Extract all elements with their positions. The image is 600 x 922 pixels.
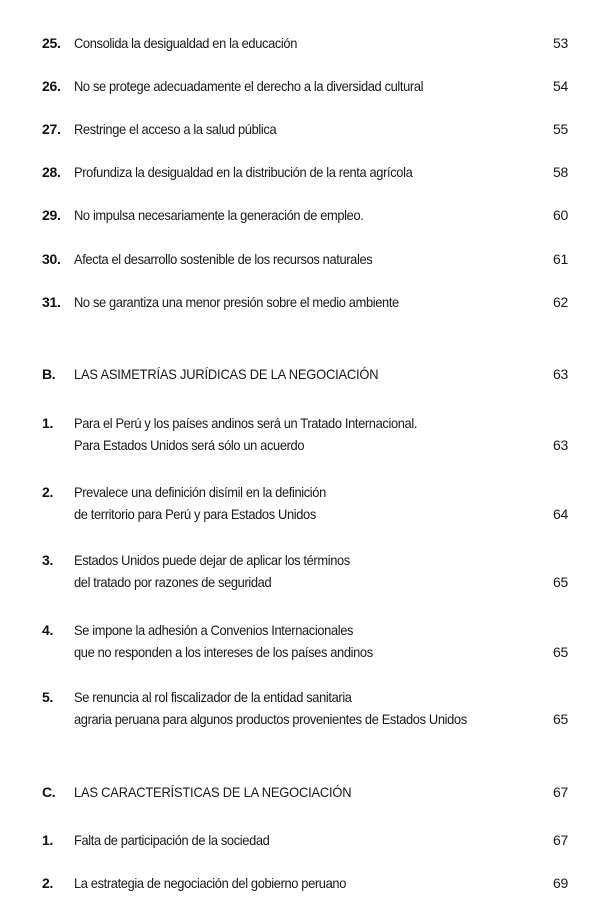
toc-entry-title: Consolida la desigualdad en la educación	[74, 35, 298, 51]
toc-entry-title: La estrategia de negociación del gobierno peruano	[74, 875, 346, 891]
toc-entry-page: 65	[553, 711, 568, 727]
toc-entry-title: Se impone la adhesión a Convenios Internacionales que no responden a los intereses de los países andinos	[74, 622, 373, 660]
toc-entry-title: No se protege adecuadamente el derecho a la diversidad cultural	[74, 78, 424, 94]
toc-entry-page: 54	[553, 78, 568, 94]
toc-entry-number: 5.	[42, 689, 54, 705]
toc-entry-number: 4.	[42, 622, 54, 638]
toc-entry-page: 65	[553, 644, 568, 660]
toc-section-title: LAS CARACTERÍSTICAS DE LA NEGOCIACIÓN	[74, 784, 352, 800]
toc-entry-page: 61	[553, 251, 568, 267]
toc-entry-number: 27.	[42, 121, 61, 137]
toc-entry-page: 63	[553, 366, 568, 382]
toc-entry-title: Para el Perú y los países andinos será un Tratado Internacional. Para Estados Unidos será sólo un acuerdo	[74, 415, 418, 453]
toc-entry-page: 63	[553, 437, 568, 453]
toc-section-letter: B.	[42, 366, 56, 382]
toc-entry-page: 58	[553, 164, 568, 180]
toc-entry-title: Restringe el acceso a la salud pública	[74, 121, 277, 137]
toc-entry-page: 62	[553, 294, 568, 310]
toc-entry-page: 64	[553, 506, 568, 522]
toc-entry-page: 55	[553, 121, 568, 137]
toc-entry-number: 3.	[42, 552, 54, 568]
toc-entry-title: Prevalece una definición disímil en la definición de territorio para Perú y para Estados Unidos	[74, 484, 326, 522]
toc-entry-number: 31.	[42, 294, 61, 310]
toc-section-title: LAS ASIMETRÍAS JURÍDICAS DE LA NEGOCIACIÓN	[74, 366, 379, 382]
toc-entry-page: 67	[553, 832, 568, 848]
toc-entry-number: 1.	[42, 415, 54, 431]
toc-entry-title: Estados Unidos puede dejar de aplicar los términos del tratado por razones de seguridad	[74, 552, 350, 590]
toc-entry-number: 28.	[42, 164, 61, 180]
toc-entry-number: 1.	[42, 832, 54, 848]
toc-entry-title: No se garantiza una menor presión sobre el medio ambiente	[74, 294, 399, 310]
toc-section-letter: C.	[42, 784, 56, 800]
toc-entry-page: 65	[553, 574, 568, 590]
toc-entry-page: 53	[553, 35, 568, 51]
toc-entry-number: 29.	[42, 207, 61, 223]
toc-entry-page: 69	[553, 875, 568, 891]
toc-entry-number: 25.	[42, 35, 61, 51]
toc-entry-title: Falta de participación de la sociedad	[74, 832, 270, 848]
toc-entry-number: 2.	[42, 484, 54, 500]
toc-entry-title: No impulsa necesariamente la generación de empleo.	[74, 207, 364, 223]
toc-entry-page: 60	[553, 207, 568, 223]
toc-entry-page: 67	[553, 784, 568, 800]
toc-entry-title: Profundiza la desigualdad en la distribución de la renta agrícola	[74, 164, 413, 180]
toc-entry-title: Afecta el desarrollo sostenible de los recursos naturales	[74, 251, 373, 267]
toc-entry-number: 26.	[42, 78, 61, 94]
toc-entry-number: 30.	[42, 251, 61, 267]
toc-entry-title: Se renuncia al rol fiscalizador de la entidad sanitaria agraria peruana para algunos productos provenientes de Estados Unidos	[74, 689, 467, 727]
toc-entry-number: 2.	[42, 875, 54, 891]
